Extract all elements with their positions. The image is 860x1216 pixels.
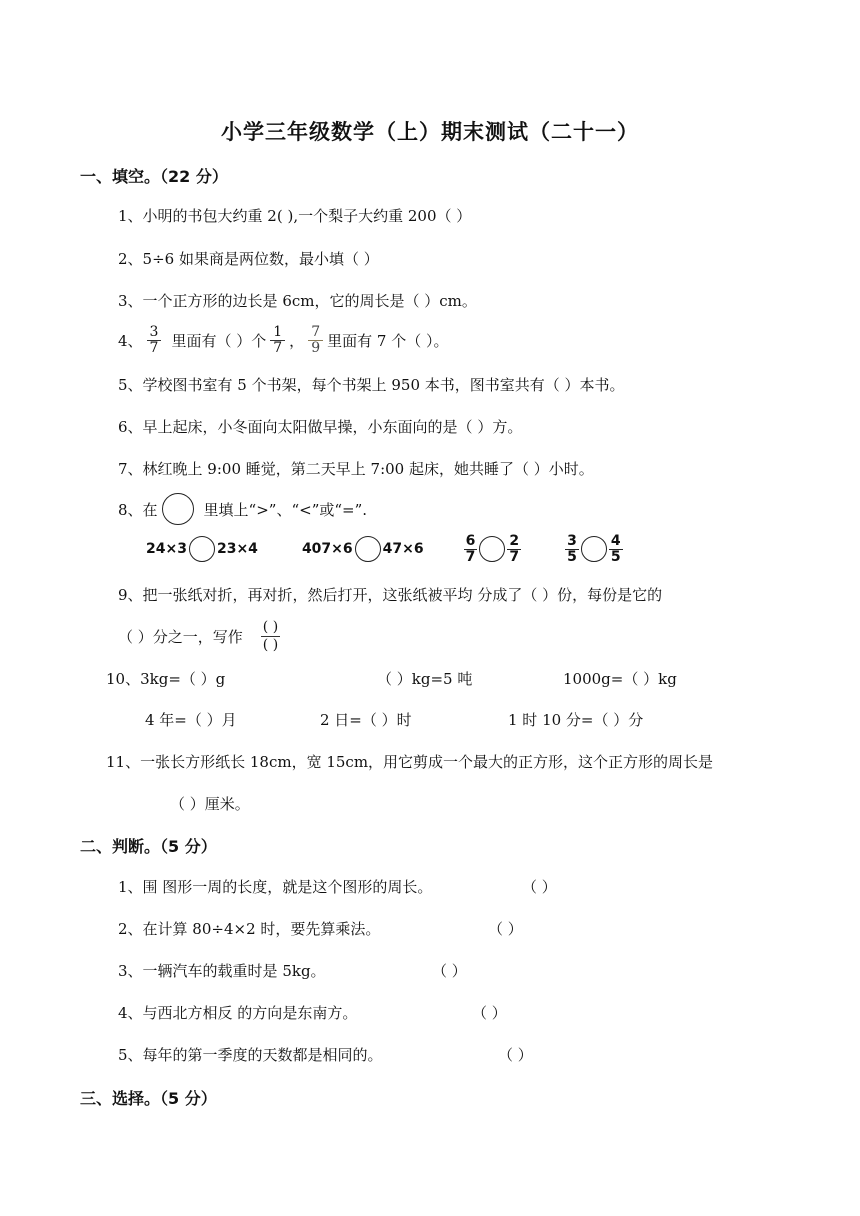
question-1-10-e: 2 日=（ ）时 — [320, 711, 412, 729]
question-1-7: 7、林红晚上 9:00 睡觉，第二天早上 7:00 起床，她共睡了（ ）小时。 — [118, 460, 594, 478]
question-1-10-d: 4 年=（ ）月 — [145, 711, 237, 729]
frac-den: 7 — [465, 548, 476, 565]
question-1-10-f: 1 时 10 分=（ ）分 — [508, 711, 644, 729]
question-1-3: 3、一个正方形的边长是 6cm，它的周长是（ ）cm。 — [118, 292, 477, 310]
judge-question-1: 1、围 图形一周的长度，就是这个图形的周长。 — [118, 878, 433, 896]
question-1-9-line2 — [118, 618, 280, 654]
expr-right: 23×4 — [216, 541, 258, 557]
fraction-3-7 — [147, 325, 162, 356]
frac-num: 3 — [147, 325, 162, 341]
comparison-1 — [146, 536, 258, 562]
question-1-10-b: （ ）kg=5 吨 — [377, 670, 473, 688]
section-heading-choice: 三、选择。（5 分） — [80, 1089, 217, 1108]
judge-answer-blank-2[interactable]: （ ） — [488, 920, 523, 938]
q8-prefix: 8、在 — [118, 500, 158, 519]
frac-den: 7 — [149, 339, 159, 356]
judge-question-5: 5、每年的第一季度的天数都是相同的。 — [118, 1046, 383, 1064]
frac-den: ( ) — [262, 636, 279, 653]
judge-answer-blank-3[interactable]: （ ） — [432, 962, 467, 980]
answer-circle-icon[interactable] — [355, 536, 381, 562]
q8-text: 里填上“>”、“<”或“=”. — [203, 500, 368, 519]
question-1-5: 5、学校图书室有 5 个书架，每个书架上 950 本书，图书室共有（ ）本书。 — [118, 376, 625, 394]
q4-prefix: 4、 — [118, 331, 143, 350]
expr-left: 24×3 — [146, 541, 187, 557]
expr-right: 47×6 — [382, 541, 424, 557]
frac-den: 5 — [610, 548, 621, 565]
section-heading-true-false: 二、判断。（5 分） — [80, 837, 217, 856]
q4-text1: 里面有（ ）个 — [171, 331, 267, 350]
fraction-7-9 — [308, 325, 323, 356]
judge-question-2: 2、在计算 80÷4×2 时，要先算乘法。 — [118, 920, 381, 938]
frac-num: 6 — [465, 532, 476, 549]
question-1-8 — [118, 493, 367, 525]
question-1-4 — [118, 320, 448, 360]
fraction-1-7 — [270, 325, 285, 356]
judge-answer-blank-5[interactable]: （ ） — [498, 1046, 533, 1064]
comparison-2 — [302, 536, 424, 562]
frac-right — [507, 534, 521, 565]
frac-den: 7 — [509, 548, 520, 565]
question-1-1: 1、小明的书包大约重 2( ),一个梨子大约重 200（ ） — [118, 207, 472, 225]
answer-circle-icon[interactable] — [581, 536, 607, 562]
frac-num: 7 — [308, 325, 323, 341]
judge-question-3: 3、一辆汽车的载重时是 5kg。 — [118, 962, 326, 980]
frac-den: 5 — [567, 548, 577, 565]
frac-num: 2 — [509, 532, 520, 549]
frac-left — [565, 534, 579, 565]
judge-answer-blank-1[interactable]: （ ） — [522, 878, 557, 896]
section-heading-fill-in: 一、填空。（22 分） — [80, 167, 228, 186]
blank-fraction[interactable] — [261, 619, 280, 654]
frac-den: 9 — [311, 339, 321, 356]
comparison-row — [146, 532, 623, 566]
frac-den: 7 — [273, 339, 283, 356]
frac-num: 3 — [567, 532, 577, 549]
frac-right — [609, 534, 623, 565]
question-1-11-line2: （ ）厘米。 — [170, 795, 250, 813]
question-1-2: 2、5÷6 如果商是两位数，最小填（ ） — [118, 250, 379, 268]
answer-circle-icon[interactable] — [479, 536, 505, 562]
question-1-10-c: 1000g=（ ）kg — [563, 670, 677, 688]
comparison-3 — [464, 534, 522, 565]
frac-num: 4 — [610, 532, 621, 549]
frac-num: ( ) — [262, 618, 279, 635]
q9-text: （ ）分之一，写作 — [118, 627, 243, 646]
question-1-6: 6、早上起床，小冬面向太阳做早操，小东面向的是（ ）方。 — [118, 418, 523, 436]
frac-left — [464, 534, 478, 565]
judge-question-4: 4、与西北方相反 的方向是东南方。 — [118, 1004, 358, 1022]
question-1-11-line1: 11、一张长方形纸长 18cm，宽 15cm，用它剪成一个最大的正方形，这个正方形的周长是 — [106, 753, 714, 771]
judge-answer-blank-4[interactable]: （ ） — [472, 1004, 507, 1022]
expr-left: 407×6 — [301, 541, 353, 557]
page-title: 小学三年级数学（上）期末测试（二十一） — [221, 120, 639, 144]
question-1-10-a: 10、3kg=（ ）g — [106, 670, 226, 688]
q4-text2: ， — [289, 331, 305, 350]
frac-num: 1 — [270, 325, 285, 341]
question-1-9-line1: 9、把一张纸对折，再对折，然后打开，这张纸被平均 分成了（ ）份，每份是它的 — [118, 586, 663, 604]
q4-text3: 里面有 7 个（ ）。 — [327, 331, 449, 350]
comparison-circle-icon — [162, 493, 194, 525]
comparison-4 — [565, 534, 623, 565]
answer-circle-icon[interactable] — [189, 536, 215, 562]
